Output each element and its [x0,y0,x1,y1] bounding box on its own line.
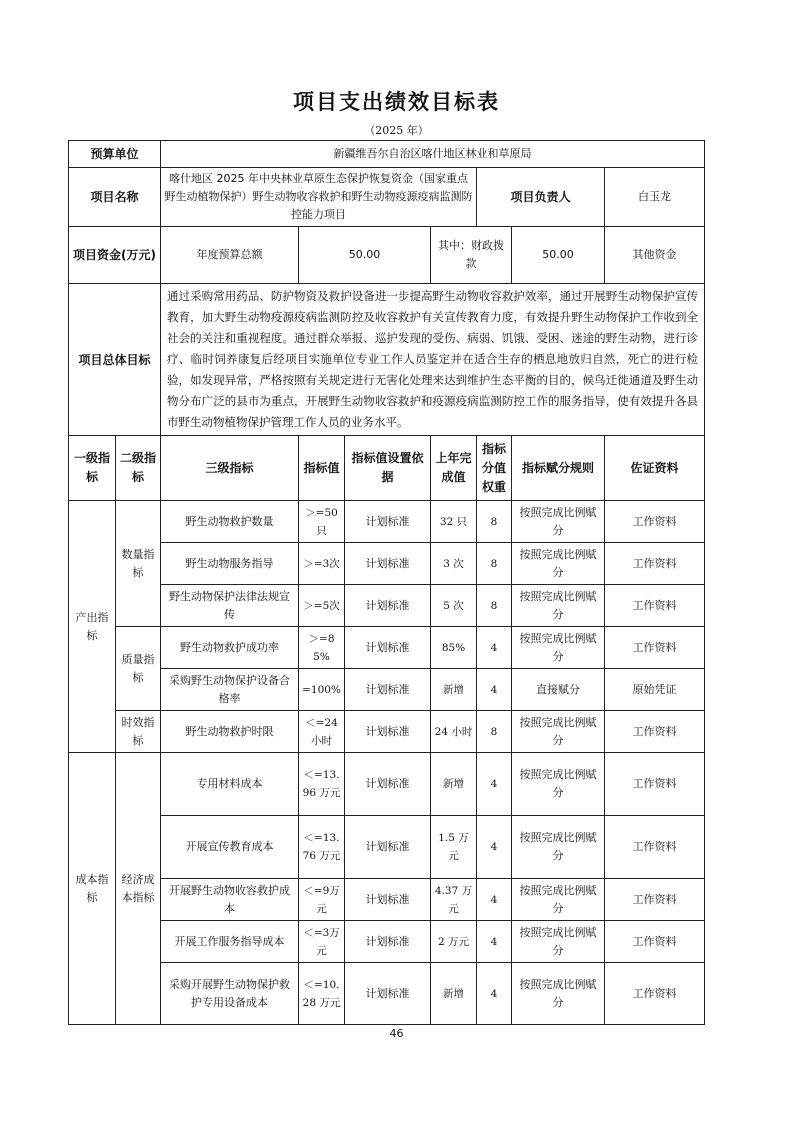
indicator-basis: 计划标准 [345,711,431,753]
indicator-value: ＜=13.76 万元 [299,816,345,879]
project-owner-value: 白玉龙 [605,168,705,227]
page-number: 46 [389,1027,404,1040]
header-level3: 三级指标 [161,436,299,501]
indicator-value: ＜=9万元 [299,879,345,921]
indicator-weight: 4 [477,753,512,816]
group-economic-cost: 经济成本指标 [116,753,161,1025]
indicator-weight: 4 [477,669,512,711]
indicator-evidence: 工作资料 [605,627,705,669]
indicator-prev: 5 次 [431,585,477,627]
indicator-value: ＞=3次 [299,543,345,585]
annual-budget-label: 年度预算总额 [161,227,299,284]
group-quality: 质量指标 [116,627,161,711]
indicator-rule: 按照完成比例赋分 [512,543,605,585]
indicator-basis: 计划标准 [345,816,431,879]
indicator-value: ＜=10.28 万元 [299,963,345,1025]
header-basis: 指标值设置依据 [345,436,431,501]
indicator-weight: 4 [477,963,512,1025]
indicator-name: 野生动物救护时限 [161,711,299,753]
indicator-value: =100% [299,669,345,711]
header-evidence: 佐证资料 [605,436,705,501]
indicator-weight: 4 [477,879,512,921]
other-funds-label: 其他资金 [605,227,705,284]
indicator-basis: 计划标准 [345,627,431,669]
indicator-basis: 计划标准 [345,921,431,963]
indicator-name: 野生动物救护成功率 [161,627,299,669]
indicator-prev: 1.5 万元 [431,816,477,879]
budget-unit-value: 新疆维吾尔自治区喀什地区林业和草原局 [161,141,705,168]
header-value: 指标值 [299,436,345,501]
indicator-weight: 8 [477,585,512,627]
indicator-basis: 计划标准 [345,543,431,585]
page-title: 项目支出绩效目标表 [293,90,500,114]
indicator-basis: 计划标准 [345,963,431,1025]
budget-unit-label: 预算单位 [69,141,161,168]
indicator-value: ＜=24小时 [299,711,345,753]
indicator-prev: 85% [431,627,477,669]
indicator-rule: 按照完成比例赋分 [512,711,605,753]
indicator-evidence: 工作资料 [605,501,705,543]
indicator-name: 野生动物保护法律法规宣传 [161,585,299,627]
group-output: 产出指标 [69,501,116,753]
indicator-weight: 4 [477,921,512,963]
indicator-rule: 按照完成比例赋分 [512,879,605,921]
indicator-prev: 2 万元 [431,921,477,963]
group-quantity: 数量指标 [116,501,161,627]
indicator-prev: 4.37 万元 [431,879,477,921]
indicator-prev: 32 只 [431,501,477,543]
indicator-name: 专用材料成本 [161,753,299,816]
project-name-value: 喀什地区 2025 年中央林业草原生态保护恢复资金（国家重点野生动植物保护）野生动物收容救护和野生动物疫源疫病监测防控能力项目 [161,168,477,227]
indicator-value: ＞=50只 [299,501,345,543]
indicator-evidence: 工作资料 [605,816,705,879]
indicator-prev: 3 次 [431,543,477,585]
indicator-rule: 按照完成比例赋分 [512,816,605,879]
indicator-value: ＜=13.96 万元 [299,753,345,816]
header-rule: 指标赋分规则 [512,436,605,501]
indicator-rule: 按照完成比例赋分 [512,753,605,816]
annual-budget-value: 50.00 [299,227,431,284]
indicator-basis: 计划标准 [345,585,431,627]
project-owner-label: 项目负责人 [477,168,605,227]
indicator-name: 开展野生动物收容救护成本 [161,879,299,921]
indicator-prev: 新增 [431,753,477,816]
indicator-name: 野生动物服务指导 [161,543,299,585]
indicator-rule: 按照完成比例赋分 [512,921,605,963]
group-timeliness: 时效指标 [116,711,161,753]
year-subtitle: （2025 年） [364,124,429,137]
indicator-evidence: 工作资料 [605,879,705,921]
indicator-evidence: 原始凭证 [605,669,705,711]
indicator-basis: 计划标准 [345,753,431,816]
indicator-rule: 按照完成比例赋分 [512,627,605,669]
group-cost: 成本指标 [69,753,116,1025]
indicator-prev: 24 小时 [431,711,477,753]
indicator-name: 采购开展野生动物保护救护专用设备成本 [161,963,299,1025]
indicator-weight: 8 [477,543,512,585]
indicator-evidence: 工作资料 [605,753,705,816]
header-level1: 一级指标 [69,436,116,501]
indicator-name: 野生动物救护数量 [161,501,299,543]
indicator-weight: 8 [477,711,512,753]
project-name-label: 项目名称 [69,168,161,227]
indicator-prev: 新增 [431,669,477,711]
performance-table [68,140,705,1025]
indicator-rule: 按照完成比例赋分 [512,963,605,1025]
header-prev: 上年完成值 [431,436,477,501]
indicator-basis: 计划标准 [345,669,431,711]
indicator-evidence: 工作资料 [605,585,705,627]
indicator-name: 开展宣传教育成本 [161,816,299,879]
indicator-name: 开展工作服务指导成本 [161,921,299,963]
indicator-evidence: 工作资料 [605,543,705,585]
indicator-value: ＞=85% [299,627,345,669]
indicator-weight: 4 [477,816,512,879]
indicator-rule: 按照完成比例赋分 [512,501,605,543]
indicator-evidence: 工作资料 [605,963,705,1025]
overall-goal-label: 项目总体目标 [69,284,161,436]
project-funds-label: 项目资金(万元) [69,227,161,284]
indicator-name: 采购野生动物保护设备合格率 [161,669,299,711]
indicator-value: ＜=3万元 [299,921,345,963]
indicator-rule: 直接赋分 [512,669,605,711]
indicator-weight: 4 [477,627,512,669]
indicator-weight: 8 [477,501,512,543]
indicator-value: ＞=5次 [299,585,345,627]
indicator-prev: 新增 [431,963,477,1025]
fiscal-funds-label: 其中：财政拨款 [431,227,512,284]
overall-goal-text: 通过采购常用药品、防护物资及救护设备进一步提高野生动物收容救护效率，通过开展野生动物保护宣传教育，加大野生动物疫源疫病监测防控及收容救护有关宣传教育力度，有效提升野生动物保护工作收到全社会的关注和重视程度。通过群众举报、巡护发现的受伤、病弱、饥饿、受困、迷途的野生动物，进行诊疗、临时饲养康复后经项目实施单位专业工作人员鉴定并在适合生存的栖息地放归自然，死亡的进行检验，如发现异常，严格按照有关规定进行无害化处理来达到维护生态平衡的目的，候鸟迁徙通道及野生动物分布广泛的县市为重点，开展野生动物收容救护和疫源疫病监测防控工作的服务指导，使有效提升各县市野生动物植物保护管理工作人员的业务水平。 [161,284,705,436]
indicator-basis: 计划标准 [345,501,431,543]
header-level2: 二级指标 [116,436,161,501]
indicator-basis: 计划标准 [345,879,431,921]
header-weight: 指标分值权重 [477,436,512,501]
indicator-evidence: 工作资料 [605,921,705,963]
indicator-rule: 按照完成比例赋分 [512,585,605,627]
fiscal-funds-value: 50.00 [512,227,605,284]
indicator-evidence: 工作资料 [605,711,705,753]
